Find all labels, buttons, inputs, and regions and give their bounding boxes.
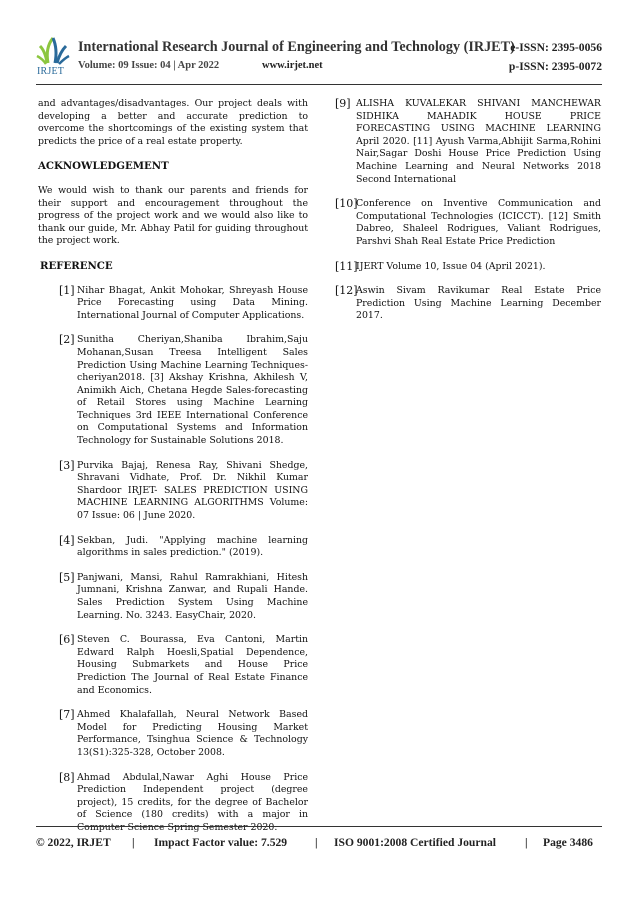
reference-text: IJERT Volume 10, Issue 04 (April 2021). — [356, 260, 546, 272]
header-divider — [36, 84, 602, 85]
footer-separator: | — [525, 836, 528, 849]
reference-number: [12] — [335, 284, 358, 298]
journal-header — [36, 36, 602, 80]
reference-number: [8] — [59, 770, 75, 784]
reference-text: ALISHA KUVALEKAR SHIVANI MANCHEWAR SIDHIKA MAHADIK HOUSE PRICE FORECASTING USING MACHINE LEARNING April 2020. [11] Ayush Varma,Abhijit Sarma,Rohini Nair,Sagar Doshi House Price Prediction Using Machine Learning and Neural Networks 2018 Second International — [356, 98, 601, 185]
footer-iso: ISO 9001:2008 Certified Journal — [334, 836, 496, 849]
leaf-logo-icon — [36, 36, 70, 66]
reference-item — [335, 261, 601, 274]
footer-separator: | — [132, 836, 135, 849]
reference-number: [10] — [335, 197, 358, 211]
reference-item — [335, 285, 601, 323]
pissn: p-ISSN: 2395-0072 — [508, 60, 602, 73]
issue-info: Volume: 09 Issue: 04 | Apr 2022 — [78, 60, 220, 71]
eissn: e-ISSN: 2395-0056 — [510, 41, 602, 54]
reference-item — [335, 198, 601, 248]
logo-text: IRJET — [37, 66, 65, 77]
right-column — [335, 98, 601, 335]
reference-number: [5] — [59, 570, 75, 584]
reference-item — [38, 709, 308, 759]
reference-item — [38, 634, 308, 697]
acknowledgement-text: We would wish to thank our parents and friends for their support and encouragement throughout the progress of the project work and we would also like to thank our guide, Mr. Abhay Patil for guiding throughout the project work. — [38, 184, 308, 247]
reference-item — [38, 334, 308, 447]
reference-number: [9] — [335, 97, 351, 110]
reference-number: [11] — [335, 259, 358, 273]
intro-paragraph: and advantages/disadvantages. Our project deals with developing a better and accurate prediction to overcome the shortcomings of the existing system that predicts the price of a real estate property. — [38, 98, 308, 147]
journal-logo — [36, 36, 70, 80]
reference-text: Nihar Bhagat, Ankit Mohokar, Shreyash House Price Forecasting using Data Mining. International Journal of Computer Applications. — [77, 284, 308, 321]
reference-text: Sekban, Judi. "Applying machine learning algorithms in sales prediction." (2019). — [77, 534, 308, 559]
reference-number: [4] — [59, 533, 75, 547]
journal-title: International Research Journal of Engineering and Technology (IRJET) — [78, 39, 515, 55]
footer-copyright: © 2022, IRJET — [36, 836, 111, 849]
reference-number: [3] — [59, 458, 75, 472]
footer-separator: | — [315, 836, 318, 849]
reference-number: [7] — [59, 708, 75, 722]
website-link[interactable]: www.irjet.net — [262, 60, 323, 71]
reference-number: [1] — [59, 283, 75, 297]
reference-text: Conference on Inventive Communication and Computational Technologies (ICICCT). [12] Smith Dabreo, Shaleel Rodrigues, Valiant Rodrigues, Parshvi Shah Real Estate Price Prediction — [356, 198, 601, 247]
footer-page-number: Page 3486 — [543, 836, 593, 849]
reference-item — [38, 460, 308, 523]
reference-number: [6] — [59, 633, 75, 647]
reference-text: Ahmed Khalafallah, Neural Network Based Model for Predicting Housing Market Performance, Tsinghua Science & Technology 13(S1):325-328, October 2008. — [77, 709, 308, 758]
left-column — [38, 98, 308, 847]
reference-item — [38, 572, 308, 622]
reference-text: Purvika Bajaj, Renesa Ray, Shivani Shedge, Shravani Vidhate, Prof. Dr. Nikhil Kumar Shardoor IRJET- SALES PREDICTION USING MACHINE LEARNING ALGORITHMS Volume: 07 Issue: 06 | June 2020. — [77, 459, 308, 522]
reference-text: Panjwani, Mansi, Rahul Ramrakhiani, Hitesh Jumnani, Krishna Zanwar, and Rupali Hande. Sales Prediction System Using Machine Learning. No. 3243. EasyChair, 2020. — [77, 571, 308, 621]
reference-item — [38, 535, 308, 560]
footer-impact-factor: Impact Factor value: 7.529 — [154, 836, 288, 849]
acknowledgement-heading: ACKNOWLEDGEMENT — [38, 160, 169, 173]
reference-text: Steven C. Bourassa, Eva Cantoni, Martin Edward Ralph Hoesli,Spatial Dependence, Housing Submarkets and House Price Prediction The Journal of Real Estate Finance and Economics. — [77, 634, 308, 696]
reference-text: Aswin Sivam Ravikumar Real Estate Price Prediction Using Machine Learning December 2017. — [356, 285, 601, 322]
reference-item — [38, 285, 308, 323]
reference-text: Ahmad Abdulal,Nawar Aghi House Price Prediction Independent project (degree project), 15 credits, for the degree of Bachelor of Science (180 credits) with a major in Computer Science Spring Semester 2020. — [77, 771, 308, 833]
footer-divider — [36, 826, 602, 827]
reference-number: [2] — [59, 333, 75, 347]
reference-heading: REFERENCE — [40, 259, 113, 272]
reference-item — [335, 98, 601, 186]
reference-text: Sunitha Cheriyan,Shaniba Ibrahim,Saju Mohanan,Susan Treesa Intelligent Sales Prediction Using Machine Learning Techniques-cheriyan2018. [3] Akshay Krishna, Akhilesh V, Animikh Aich, Chetana Hegde Sales-forecasting of Retail Stores using Machine Learning Techniques 3rd IEEE International Conference on Computational Systems and Information Technology for Sustainable Solutions 2018. — [77, 334, 308, 447]
